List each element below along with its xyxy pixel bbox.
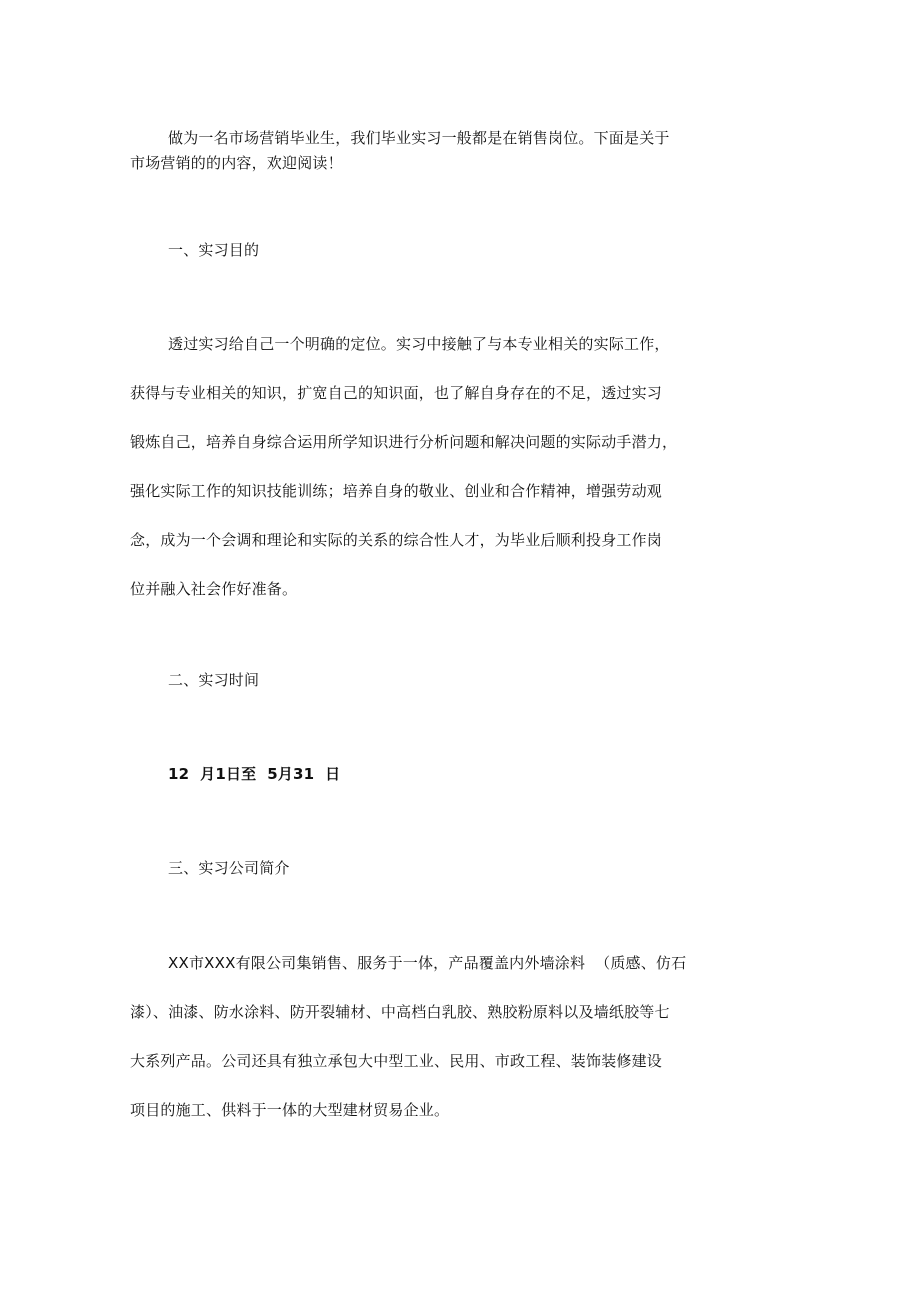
intro-line: 市场营销的的内容，欢迎阅读！: [130, 154, 343, 172]
paragraph-line: 获得与专业相关的知识，扩宽自己的知识面，也了解自身存在的不足，透过实习: [130, 384, 663, 402]
paragraph-line: 漆）、油漆、防水涂料、防开裂辅材、中高档白乳胶、熟胶粉原料以及墙纸胶等七: [130, 1003, 670, 1021]
internship-date: [130, 762, 730, 786]
paragraph-line: 位并融入社会作好准备。: [130, 580, 298, 598]
paragraph-line: XX市XXX有限公司集销售、服务于一体，产品覆盖内外墙涂料 （质感、仿石: [168, 954, 687, 972]
intro-line: 做为一名市场营销毕业生，我们毕业实习一般都是在销售岗位。下面是关于: [168, 129, 670, 147]
paragraph-line: 大系列产品。公司还具有独立承包大中型工业、民用、市政工程、装饰装修建设: [130, 1052, 663, 1070]
section-heading-text: 一、实习目的: [168, 241, 260, 259]
paragraph-line: 透过实习给自己一个明确的定位。实习中接触了与本专业相关的实际工作，: [168, 335, 670, 353]
paragraph-line: 项目的施工、供料于一体的大型建材贸易企业。: [130, 1101, 450, 1119]
section-heading-text: 二、实习时间: [168, 671, 260, 689]
intro-paragraph: [130, 126, 730, 176]
paragraph-line: 念，成为一个会调和理论和实际的关系的综合性人才，为毕业后顺利投身工作岗: [130, 531, 663, 549]
paragraph-line: 强化实际工作的知识技能训练；培养自身的敬业、创业和合作精神，增强劳动观: [130, 482, 663, 500]
section-heading-time: [130, 668, 730, 692]
section-heading-purpose: [130, 238, 730, 262]
date-text: 12 月1日至 5月31 日: [168, 765, 341, 783]
section-heading-text: 三、实习公司简介: [168, 859, 290, 877]
paragraph-line: 锻炼自己，培养自身综合运用所学知识进行分析问题和解决问题的实际动手潜力，: [130, 433, 678, 451]
purpose-paragraph: [130, 332, 730, 626]
section-heading-company: [130, 856, 730, 880]
company-paragraph: [130, 951, 730, 1147]
